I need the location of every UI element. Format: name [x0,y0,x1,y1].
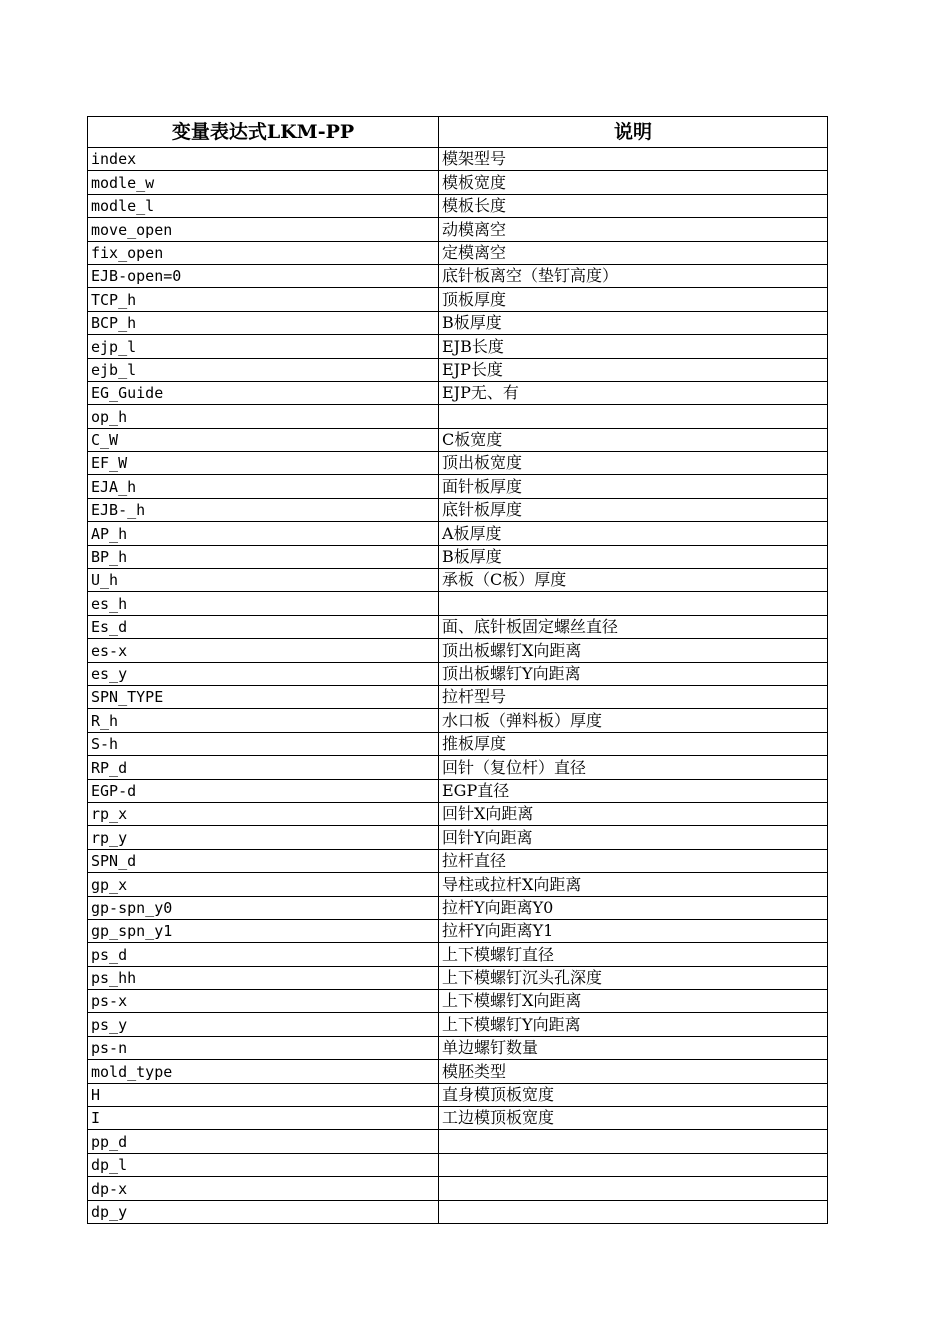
description-cell[interactable]: C板宽度 [439,428,828,451]
description-cell[interactable]: 上下模螺钉沉头孔深度 [439,966,828,989]
description-cell[interactable]: 拉杆Y向距离Y1 [439,919,828,942]
variable-cell[interactable]: pp_d [88,1130,439,1153]
table-row [88,358,828,381]
variable-cell[interactable]: gp_x [88,873,439,896]
table-row [88,288,828,311]
variable-cell[interactable]: fix_open [88,241,439,264]
description-cell[interactable]: 拉杆直径 [439,849,828,872]
variable-cell[interactable]: I [88,1107,439,1130]
variable-cell[interactable]: EG_Guide [88,381,439,404]
description-cell[interactable]: EJB长度 [439,335,828,358]
description-cell[interactable]: 回针Y向距离 [439,826,828,849]
variable-cell[interactable]: C_W [88,428,439,451]
table-row [88,685,828,708]
table-row [88,1013,828,1036]
variable-cell[interactable]: BCP_h [88,311,439,334]
description-cell[interactable] [439,592,828,615]
description-cell[interactable]: 顶出板螺钉Y向距离 [439,662,828,685]
table-row [88,943,828,966]
description-cell[interactable] [439,405,828,428]
description-cell[interactable]: EGP直径 [439,779,828,802]
table-row [88,475,828,498]
table-row [88,264,828,287]
table-row [88,1060,828,1083]
table-row [88,452,828,475]
description-cell[interactable]: 底针板厚度 [439,498,828,521]
table-row [88,802,828,825]
variable-cell[interactable]: EJA_h [88,475,439,498]
description-cell[interactable]: EJP长度 [439,358,828,381]
description-cell[interactable]: 上下模螺钉X向距离 [439,990,828,1013]
variable-cell[interactable]: gp-spn_y0 [88,896,439,919]
variable-cell[interactable]: EJB-open=0 [88,264,439,287]
table-row [88,966,828,989]
variable-cell[interactable]: ps_hh [88,966,439,989]
variable-cell[interactable]: ps-n [88,1036,439,1059]
description-cell[interactable]: 上下模螺钉直径 [439,943,828,966]
description-cell[interactable]: EJP无、有 [439,381,828,404]
table-row [88,826,828,849]
table-row [88,592,828,615]
variable-cell[interactable]: modle_l [88,194,439,217]
description-cell[interactable]: 直身模顶板宽度 [439,1083,828,1106]
table-body [88,148,828,1224]
description-cell[interactable]: 水口板（弹料板）厚度 [439,709,828,732]
description-cell[interactable]: B板厚度 [439,311,828,334]
variable-cell[interactable]: modle_w [88,171,439,194]
variable-cell[interactable]: mold_type [88,1060,439,1083]
description-cell[interactable]: 回针（复位杆）直径 [439,756,828,779]
table-row [88,990,828,1013]
variable-cell[interactable]: Es_d [88,615,439,638]
description-cell[interactable]: 模板宽度 [439,171,828,194]
variable-cell[interactable]: move_open [88,218,439,241]
table-row [88,545,828,568]
variable-cell[interactable]: es_h [88,592,439,615]
variable-cell[interactable]: ejb_l [88,358,439,381]
description-cell[interactable]: 顶出板螺钉X向距离 [439,639,828,662]
variable-cell[interactable]: es_y [88,662,439,685]
description-cell[interactable]: 拉杆型号 [439,685,828,708]
description-cell[interactable]: A板厚度 [439,522,828,545]
table-row [88,873,828,896]
variable-cell[interactable]: ps_y [88,1013,439,1036]
variable-cell[interactable]: TCP_h [88,288,439,311]
variable-cell[interactable]: dp-x [88,1177,439,1200]
description-cell[interactable]: 承板（C板）厚度 [439,569,828,592]
header-variable: 变量表达式LKM-PP [88,117,439,148]
table-row [88,498,828,521]
variable-cell[interactable]: dp_l [88,1153,439,1176]
table-row [88,1083,828,1106]
table-row [88,1177,828,1200]
variable-cell[interactable]: gp_spn_y1 [88,919,439,942]
description-cell[interactable]: 模架型号 [439,148,828,171]
table-row [88,919,828,942]
header-row [88,117,828,148]
variable-cell[interactable]: rp_x [88,802,439,825]
variable-cell[interactable]: S-h [88,732,439,755]
table-row [88,428,828,451]
table-row [88,709,828,732]
variable-cell[interactable]: EF_W [88,452,439,475]
table-row [88,896,828,919]
table-row [88,779,828,802]
table-row [88,639,828,662]
table-row [88,569,828,592]
variable-cell[interactable]: es-x [88,639,439,662]
variable-cell[interactable]: index [88,148,439,171]
variable-cell[interactable]: U_h [88,569,439,592]
table-row [88,335,828,358]
table-row [88,1107,828,1130]
description-cell[interactable] [439,1200,828,1223]
variable-cell[interactable]: BP_h [88,545,439,568]
variable-cell[interactable]: ps-x [88,990,439,1013]
description-cell[interactable] [439,1130,828,1153]
variable-cell[interactable]: EGP-d [88,779,439,802]
variable-cell[interactable]: EJB-_h [88,498,439,521]
table-row [88,241,828,264]
variable-cell[interactable]: SPN_d [88,849,439,872]
description-cell[interactable]: 面针板厚度 [439,475,828,498]
table-row [88,218,828,241]
header-description: 说明 [439,117,828,148]
table-row [88,849,828,872]
table-row [88,522,828,545]
description-cell[interactable]: 动模离空 [439,218,828,241]
description-cell[interactable]: 上下模螺钉Y向距离 [439,1013,828,1036]
table-row [88,1200,828,1223]
table-row [88,405,828,428]
table-row [88,194,828,217]
variable-table [87,116,828,1224]
table-row [88,311,828,334]
variable-cell[interactable]: SPN_TYPE [88,685,439,708]
variable-cell[interactable]: op_h [88,405,439,428]
variable-cell[interactable]: RP_d [88,756,439,779]
variable-cell[interactable]: ejp_l [88,335,439,358]
description-cell[interactable]: 模板长度 [439,194,828,217]
description-cell[interactable] [439,1153,828,1176]
description-cell[interactable]: 顶出板宽度 [439,452,828,475]
table-row [88,148,828,171]
description-cell[interactable]: B板厚度 [439,545,828,568]
table-row [88,756,828,779]
description-cell[interactable]: 面、底针板固定螺丝直径 [439,615,828,638]
variable-cell[interactable]: H [88,1083,439,1106]
description-cell[interactable]: 模胚类型 [439,1060,828,1083]
description-cell[interactable]: 回针X向距离 [439,802,828,825]
table-row [88,1036,828,1059]
table-row [88,1130,828,1153]
table-row [88,732,828,755]
variable-cell[interactable]: R_h [88,709,439,732]
table-row [88,171,828,194]
variable-cell[interactable]: ps_d [88,943,439,966]
description-cell[interactable]: 定模离空 [439,241,828,264]
table-row [88,1153,828,1176]
variable-cell[interactable]: rp_y [88,826,439,849]
variable-cell[interactable]: AP_h [88,522,439,545]
description-cell[interactable]: 导柱或拉杆X向距离 [439,873,828,896]
table-row [88,662,828,685]
description-cell[interactable]: 拉杆Y向距离Y0 [439,896,828,919]
table-row [88,381,828,404]
description-cell[interactable]: 顶板厚度 [439,288,828,311]
description-cell[interactable]: 单边螺钉数量 [439,1036,828,1059]
table-row [88,615,828,638]
description-cell[interactable] [439,1177,828,1200]
variable-cell[interactable]: dp_y [88,1200,439,1223]
description-cell[interactable]: 工边模顶板宽度 [439,1107,828,1130]
description-cell[interactable]: 底针板离空（垫钉高度） [439,264,828,287]
description-cell[interactable]: 推板厚度 [439,732,828,755]
